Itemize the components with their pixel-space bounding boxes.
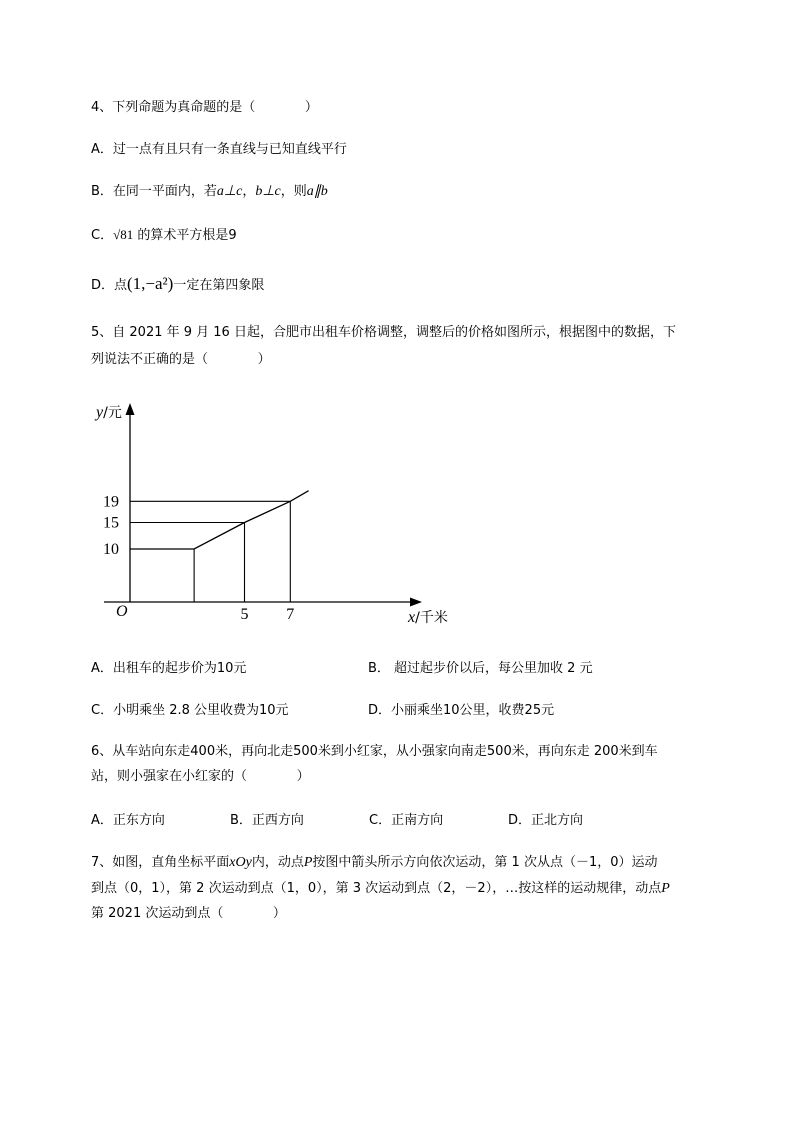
x-tick-label-5: 5 (240, 606, 249, 623)
q7-stem-math1: xOy (229, 855, 252, 870)
q7-stem-a: 7、如图，直角坐标平面 (91, 855, 230, 870)
q4-option-b-math3: a∥b (306, 184, 328, 199)
q7-stem-line1 (91, 854, 657, 872)
q4-option-b-then: ，则 (280, 184, 307, 199)
y-tick-label-15: 15 (103, 514, 119, 532)
q5-stem-line1: 5、自 2021 年 9 月 16 日起，合肥市出租车价格调整，调整后的价格如图所示，根据图中的数据，下 (91, 325, 676, 340)
q6-option-c: C．正南方向 (369, 813, 444, 828)
x-axis-arrow (410, 598, 422, 607)
q5-option-d: D．小丽乘坐10公里，收费25元 (368, 703, 555, 718)
q7-stem-line2 (91, 880, 670, 898)
q6-option-b: B．正西方向 (230, 813, 304, 828)
q7-stem-math2: P (303, 855, 313, 870)
q4-option-c (91, 226, 237, 245)
q4-option-a: A．过一点有且只有一条直线与已知直线平行 (91, 142, 347, 157)
q4-option-c-root: √81 (113, 227, 134, 242)
y-tick-label-19: 19 (103, 493, 119, 511)
q7-stem-line3: 第 2021 次运动到点（ ） (91, 906, 286, 921)
q4-option-b-math2: b⊥c (255, 184, 281, 199)
q5-option-b: B． 超过起步价以后，每公里加收 2 元 (368, 661, 593, 676)
q6-stem-line1: 6、从车站向东走400米，再向北走500米到小红家，从小强家向南走500米，再向东走 200米到车 (91, 744, 658, 759)
x-axis-label: x/千米 (408, 609, 448, 626)
q6-option-d: D．正北方向 (508, 813, 584, 828)
q7-stem-b: 内，动点 (251, 855, 304, 870)
q4-option-d-suffix: 一定在第四象限 (173, 278, 265, 293)
q7-line2-math: P (661, 881, 670, 896)
q6-option-a: A．正东方向 (91, 813, 165, 828)
q4-stem: 4、下列命题为真命题的是（ ） (91, 100, 318, 115)
q4-option-d (91, 275, 264, 295)
taxi-fare-chart (90, 395, 450, 635)
q4-option-c-suffix: 的算术平方根是9 (133, 228, 237, 243)
origin-label: O (116, 603, 128, 620)
q5-option-a: A．出租车的起步价为10元 (91, 661, 247, 676)
q4-option-b (91, 183, 328, 201)
fare-line (130, 491, 309, 549)
q4-option-b-math1: a⊥c (216, 184, 243, 199)
x-tick-label-7: 7 (286, 606, 295, 623)
y-axis-label: y/元 (96, 404, 122, 421)
y-axis-arrow (126, 403, 135, 415)
q4-option-d-prefix: D．点 (91, 278, 128, 293)
y-tick-label-10: 10 (103, 541, 119, 558)
q4-option-d-point: (1,−a²) (127, 274, 174, 293)
q4-option-c-prefix: C． (91, 228, 114, 243)
q7-line2-text: 到点（0，1），第 2 次运动到点（1，0），第 3 次运动到点（2，－2），…按这样的运动规律，动点 (91, 881, 662, 896)
q6-stem-line2: 站，则小强家在小红家的（ ） (91, 769, 310, 784)
q5-stem-line2: 列说法不正确的是（ ） (91, 352, 271, 367)
q7-stem-c: 按图中箭头所示方向依次运动，第 1 次从点（－1，0）运动 (312, 855, 658, 870)
q4-option-b-prefix: B．在同一平面内，若 (91, 184, 217, 199)
q4-option-b-sep: ， (242, 184, 256, 199)
q5-option-c: C．小明乘坐 2.8 公里收费为10元 (91, 703, 289, 718)
